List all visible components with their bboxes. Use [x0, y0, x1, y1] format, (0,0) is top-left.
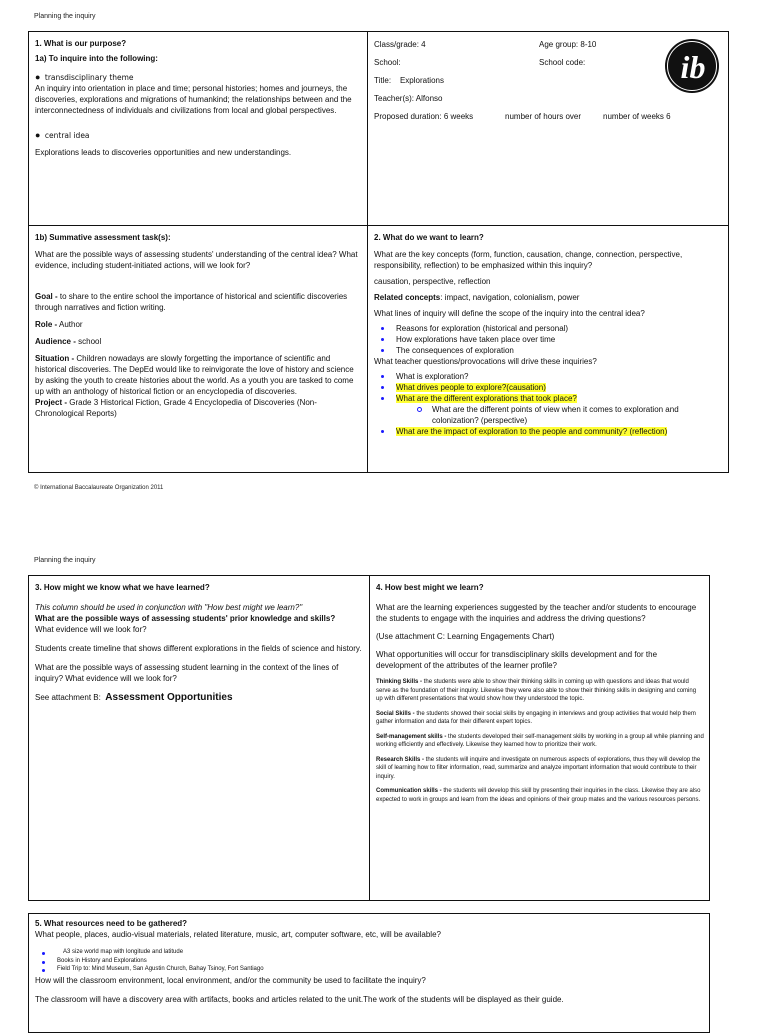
central-label-row: ● central idea — [35, 130, 90, 140]
know-section — [29, 576, 369, 900]
age-group: Age group: 8-10 — [539, 40, 597, 49]
resources-question: What people, places, audio-visual materials, related literature, music, art, computer software, etc, will be available? — [35, 930, 441, 939]
planner-grid-middle — [28, 575, 710, 901]
weeks: number of weeks 6 — [603, 112, 671, 121]
resources-box — [28, 913, 710, 1033]
situation-text: Children nowadays are slowly forgetting the importance of scientific and historical discoveries. The DepEd would like to reinvigorate the love of history and science by asking the youth to create histories about the world. As a youth you are tasked to come up with an anthology of historical fiction or an encyclopedia of discoveries. — [35, 354, 354, 396]
social-skills-label: Social Skills - — [376, 710, 415, 717]
ib-logo-icon — [664, 38, 720, 94]
know-italic-note: This column should be used in conjunction with "How best might we learn?" — [35, 603, 303, 612]
thinking-skills-label: Thinking Skills - — [376, 679, 423, 685]
list-item: What is exploration? — [396, 371, 722, 382]
theme-text: An inquiry into orientation in place and time; personal histories; homes and journeys, the discoveries, explorations and migrations of humankind; the relationships between and the interconnectedness of individuals and civilizations from local and global perspectives. — [35, 84, 352, 115]
page-header: Planning the inquiry — [34, 557, 96, 564]
best-p3: What opportunities will occur for transdisciplinary skills development and for the development of the attributes of the learner profile? — [376, 650, 658, 670]
learn-section — [368, 226, 728, 472]
school: School: — [374, 58, 401, 67]
audience-label: Audience - — [35, 337, 76, 346]
school-code: School code: — [539, 58, 586, 67]
concepts-question: What are the key concepts (form, function, causation, change, connection, perspective, responsibility, reflection) to be emphasized within this inquiry? — [374, 250, 683, 270]
class-grade: Class/grade: 4 — [374, 40, 426, 49]
resources-section — [29, 914, 709, 1032]
page-header: Planning the inquiry — [34, 13, 96, 20]
ib-logo-text: ib — [680, 49, 706, 85]
key-concepts: causation, perspective, reflection — [374, 277, 491, 286]
know-timeline: Students create timeline that shows different explorations in the fields of science and history. — [35, 644, 362, 653]
environment-text: The classroom will have a discovery area with artifacts, books and articles related to the unit.The work of the students will be displayed as their guide. — [35, 994, 564, 1004]
best-p2: (Use attachment C: Learning Engagements Chart) — [376, 632, 555, 641]
see-attachment: See attachment B: — [35, 693, 101, 702]
best-learn-section — [370, 576, 710, 900]
know-assessing: What are the possible ways of assessing student learning in the context of the lines of inquiry? What evidence will we look for? — [35, 663, 339, 683]
questions-question: What teacher questions/provocations will drive these inquiries? — [374, 357, 597, 366]
highlighted-question: What are the different explorations that took place? — [396, 394, 577, 403]
teacher-questions — [374, 371, 722, 404]
lines-question: What lines of inquiry will define the scope of the inquiry into the central idea? — [374, 309, 645, 318]
list-item — [396, 426, 722, 437]
purpose-subtitle: 1a) To inquire into the following: — [35, 54, 158, 63]
planner-grid-top — [28, 31, 729, 473]
central-idea-label: central idea — [44, 131, 90, 140]
purpose-title: 1. What is our purpose? — [35, 39, 127, 48]
list-item: What are the different points of view when it comes to exploration and colonization? (perspective) — [432, 404, 722, 426]
research-skills-label: Research Skills - — [376, 756, 425, 763]
goal-text: to share to the entire school the importance of historical and scientific discoveries through narratives and fiction writing. — [35, 292, 348, 312]
title-label: Title: — [374, 76, 392, 85]
unit-info-section — [368, 32, 728, 225]
communication-skills-label: Communication skills - — [376, 788, 442, 794]
related-concepts: : impact, navigation, colonialism, power — [440, 293, 580, 302]
duration: Proposed duration: 6 weeks — [374, 112, 474, 121]
role-text: Author — [59, 320, 83, 329]
know-question-b: What evidence will we look for? — [35, 625, 147, 634]
lines-of-inquiry — [374, 323, 722, 356]
learn-title: 2. What do we want to learn? — [374, 233, 484, 242]
highlighted-question: What are the impact of exploration to the people and community? (reflection) — [396, 427, 668, 436]
environment-question: How will the classroom environment, local environment, and/or the community be used to facilitate the inquiry? — [35, 975, 426, 985]
summative-title: 1b) Summative assessment task(s): — [35, 233, 171, 242]
project-text: Grade 3 Historical Fiction, Grade 4 Encyclopedia of Discoveries (Non-Chronological Reports) — [35, 398, 317, 418]
highlighted-question: What drives people to explore?(causation) — [396, 383, 546, 392]
list-item: How explorations have taken place over time — [396, 334, 722, 345]
summative-section — [29, 226, 367, 472]
resources-list — [35, 948, 703, 974]
summative-question: What are the possible ways of assessing students' understanding of the central idea? What evidence, including student-initiated actions, will we look for? — [35, 250, 358, 270]
list-item — [396, 393, 722, 404]
list-item: Books in History and Explorations — [57, 957, 703, 966]
sub-questions — [374, 404, 722, 426]
self-management-label: Self-management skills - — [376, 733, 447, 740]
research-skills-text: the students will inquire and investigate on numerous aspects of explorations, thus they will develop the skill of learning how to filter information, read, summarize and analyze important information that would contribute to their inquiry. — [376, 756, 701, 780]
goal-label: Goal - — [35, 292, 58, 301]
project-label: Project - — [35, 398, 68, 407]
teachers: Teacher(s): Alfonso — [374, 94, 443, 103]
related-concepts-label: Related concepts — [374, 293, 441, 302]
best-title: 4. How best might we learn? — [376, 583, 484, 592]
audience-text: school — [78, 337, 102, 346]
role-label: Role - — [35, 320, 58, 329]
situation-label: Situation - — [35, 354, 75, 363]
purpose-section — [29, 32, 367, 225]
unit-title: Explorations — [399, 76, 444, 85]
theme-label: transdisciplinary theme — [44, 73, 134, 82]
copyright-footer: © International Baccalaureate Organization 2011 — [34, 485, 164, 491]
central-idea-text: Explorations leads to discoveries opportunities and new understandings. — [35, 148, 292, 157]
social-skills-text: the students showed their social skills by engaging in interviews and group activities that would help them gather information and data for their different expert topics. — [376, 710, 696, 725]
list-item: The consequences of exploration — [396, 345, 722, 356]
list-item: Reasons for exploration (historical and personal) — [396, 323, 722, 334]
resources-title: 5. What resources need to be gathered? — [35, 919, 188, 928]
communication-skills-text: the students will develop this skill by presenting their inquiries in the class. Likewise they are also expected to work in groups and learn from the ideas and opinions of their group mates and the various resources persons. — [376, 788, 701, 803]
know-question: What are the possible ways of assessing students' prior knowledge and skills? — [35, 614, 336, 623]
hours-over: number of hours over — [505, 112, 582, 121]
best-p1: What are the learning experiences suggested by the teacher and/or students to encourage the students to engage with the inquiries and address the driving questions? — [376, 603, 697, 623]
skills-list — [376, 678, 704, 804]
teacher-questions-2 — [374, 426, 722, 437]
thinking-skills-text: the students were able to show their thinking skills in coming up with questions and ideas that would serve as the foundation of their inquiry. Likewise they were also able to show their thinking skills in designing and coming up with different presentations that would show how they understood the topic. — [376, 679, 697, 702]
assessment-opportunities: Assessment Opportunities — [105, 692, 233, 703]
theme-label-row: ● transdisciplinary theme — [35, 72, 134, 82]
self-management-text: the students developed their self-management skills by working in a group all while planning and working efficiently and effectively. Likewise they learned how to prioritize their work. — [376, 733, 704, 748]
list-item — [396, 382, 722, 393]
list-item: A3 size world map with longitude and latitude — [57, 948, 703, 957]
know-title: 3. How might we know what we have learned? — [35, 583, 210, 592]
list-item: Field Trip to: Mind Museum, San Agustin Church, Bahay Tsinoy, Fort Santiago — [57, 965, 703, 974]
